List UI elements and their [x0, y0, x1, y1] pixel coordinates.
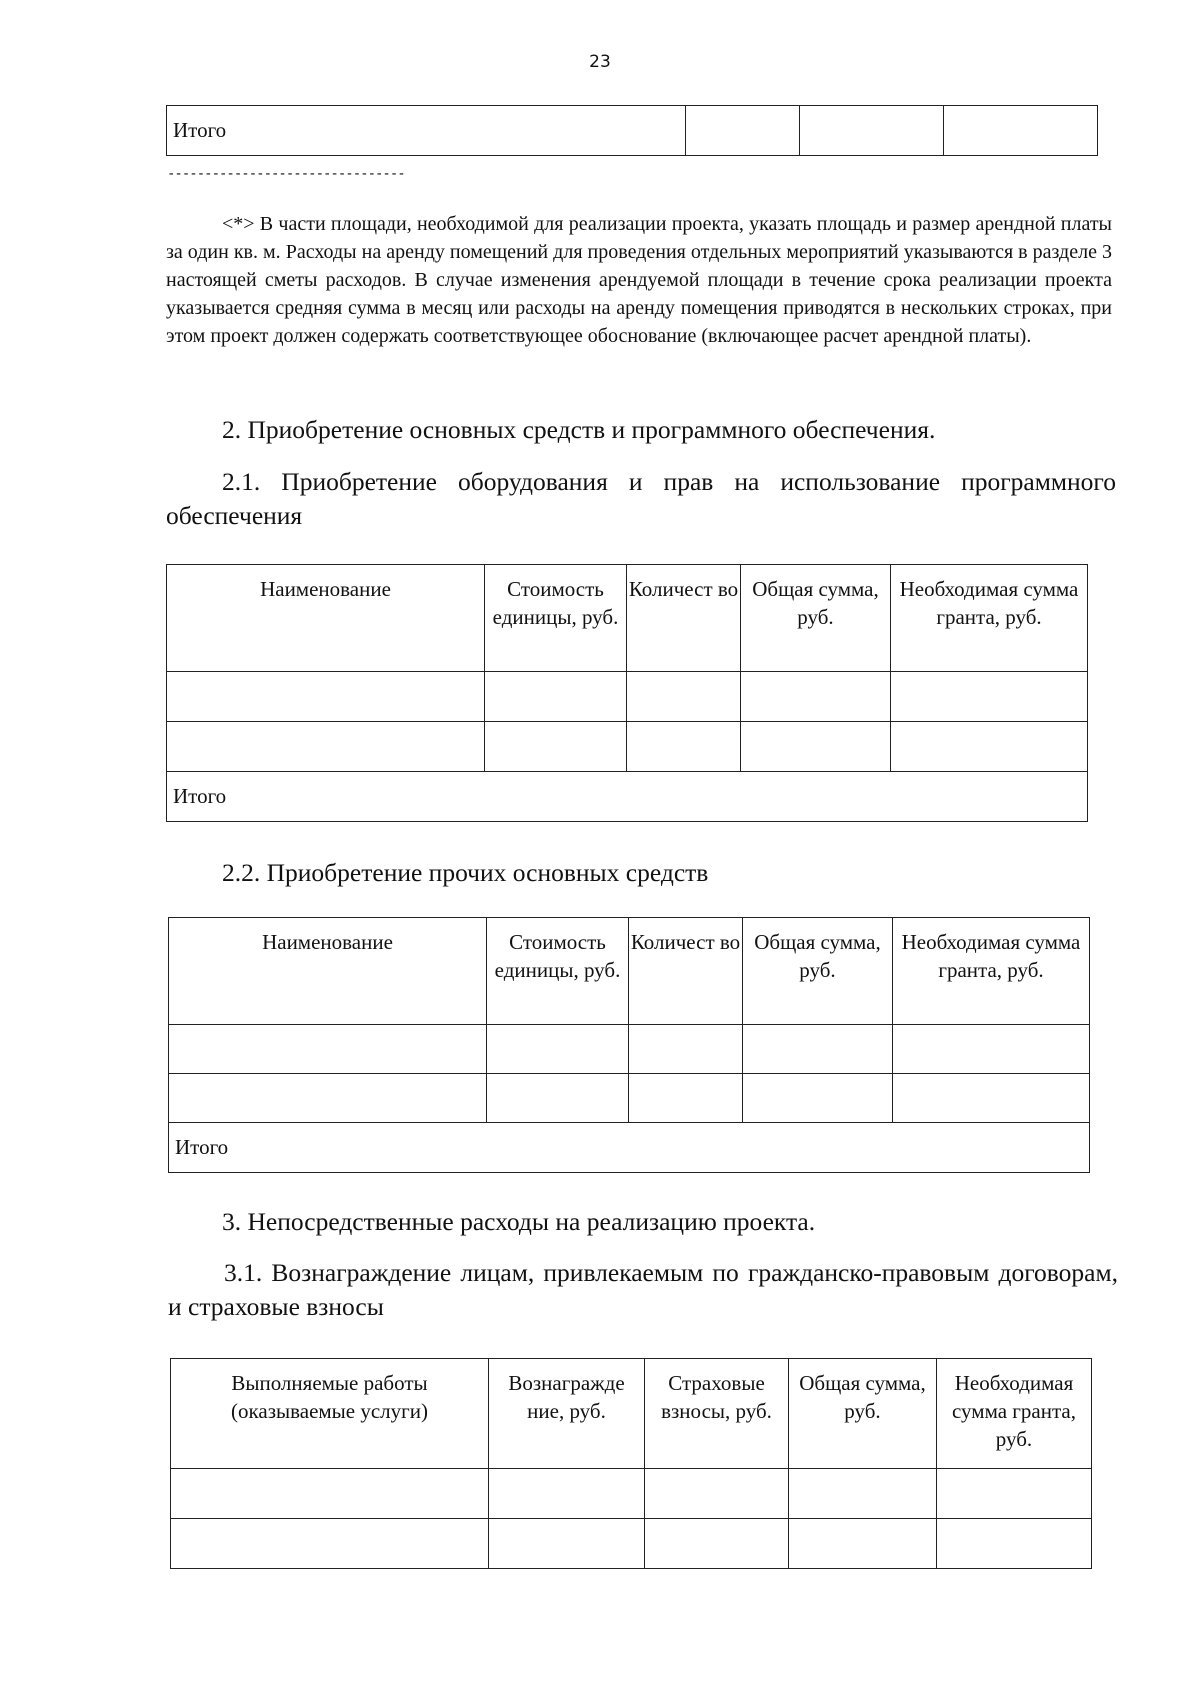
column-header: Необходимая сумма гранта, руб.: [937, 1359, 1092, 1469]
page-number: 23: [589, 52, 611, 72]
column-header: Страховые взносы, руб.: [645, 1359, 789, 1469]
top-total-table: [166, 105, 1098, 156]
equipment-table: [166, 564, 1088, 822]
table-cell: [741, 672, 891, 722]
other-assets-table: [168, 917, 1090, 1173]
table-row: [171, 1469, 1092, 1519]
footnote-text: <*> В части площади, необходимой для реализации проекта, указать площадь и размер арендной платы за один кв. м. Расходы на аренду помещений для проведения отдельных мероприятий указываются в разделе 3 настоящей сметы расходов. В случае изменения арендуемой площади в течение срока реализации проекта указывается средняя сумма в месяц или расходы на аренду помещения приводятся в нескольких строках, при этом проект должен содержать соответствующее обоснование (включающее расчет арендной платы).: [166, 213, 1112, 347]
table-cell: [167, 672, 485, 722]
column-header: Стоимость единицы, руб.: [485, 565, 627, 672]
table-cell: [487, 1025, 629, 1074]
column-header: Стоимость единицы, руб.: [487, 918, 629, 1025]
table-row: [167, 722, 1088, 772]
table-cell: [686, 106, 800, 156]
table-cell: [627, 672, 741, 722]
table-cell: [944, 106, 1098, 156]
column-header: Выполняемые работы (оказываемые услуги): [171, 1359, 489, 1469]
table-cell: [743, 1074, 893, 1123]
column-header: Количест во: [629, 918, 743, 1025]
table-row: [167, 672, 1088, 722]
table-cell: [485, 722, 627, 772]
column-header: Общая сумма, руб.: [741, 565, 891, 672]
table-cell: [629, 1074, 743, 1123]
table-row: [169, 1025, 1090, 1074]
column-header: Необходимая сумма гранта, руб.: [893, 918, 1090, 1025]
table-cell: [893, 1074, 1090, 1123]
column-header: Вознагражде ние, руб.: [489, 1359, 645, 1469]
column-header: Общая сумма, руб.: [789, 1359, 937, 1469]
table-row: [171, 1519, 1092, 1569]
table-cell: [627, 722, 741, 772]
table-cell: [485, 672, 627, 722]
contractors-table: [170, 1358, 1092, 1569]
table-cell: [893, 1025, 1090, 1074]
total-label-cell: Итого: [167, 106, 686, 156]
table-cell: [487, 1074, 629, 1123]
table-cell: [169, 1025, 487, 1074]
table-cell: [171, 1519, 489, 1569]
column-header: Количест во: [627, 565, 741, 672]
section-3-heading: 3. Непосредственные расходы на реализацию проекта.: [222, 1207, 816, 1236]
section-2-2-heading: 2.2. Приобретение прочих основных средств: [222, 858, 709, 887]
table-cell: [789, 1469, 937, 1519]
column-header: Наименование: [167, 565, 485, 672]
column-header: Общая сумма, руб.: [743, 918, 893, 1025]
table-cell: [171, 1469, 489, 1519]
table-cell: [489, 1469, 645, 1519]
table-cell: [937, 1519, 1092, 1569]
table-cell: [800, 106, 944, 156]
table-cell: [629, 1025, 743, 1074]
table-cell: [891, 672, 1088, 722]
table-cell: [645, 1469, 789, 1519]
column-header: Необходимая сумма гранта, руб.: [891, 565, 1088, 672]
table-cell: [891, 722, 1088, 772]
table-cell: [489, 1519, 645, 1569]
table-cell: [645, 1519, 789, 1569]
total-label-cell: Итого: [167, 772, 1088, 822]
table-cell: [743, 1025, 893, 1074]
total-label-cell: Итого: [169, 1123, 1090, 1173]
table-cell: [937, 1469, 1092, 1519]
section-2-1-heading: 2.1. Приобретение оборудования и прав на использование программного обеспечения: [166, 467, 1116, 530]
table-cell: [167, 722, 485, 772]
column-header: Наименование: [169, 918, 487, 1025]
table-row: [169, 1074, 1090, 1123]
section-3-1-heading: 3.1. Вознаграждение лицам, привлекаемым по гражданско-правовым договорам, и страховые взносы: [168, 1258, 1118, 1321]
table-cell: [169, 1074, 487, 1123]
table-cell: [741, 722, 891, 772]
section-2-heading: 2. Приобретение основных средств и программного обеспечения.: [222, 415, 936, 444]
footnote-rule: --------------------------------: [167, 166, 405, 182]
table-cell: [789, 1519, 937, 1569]
